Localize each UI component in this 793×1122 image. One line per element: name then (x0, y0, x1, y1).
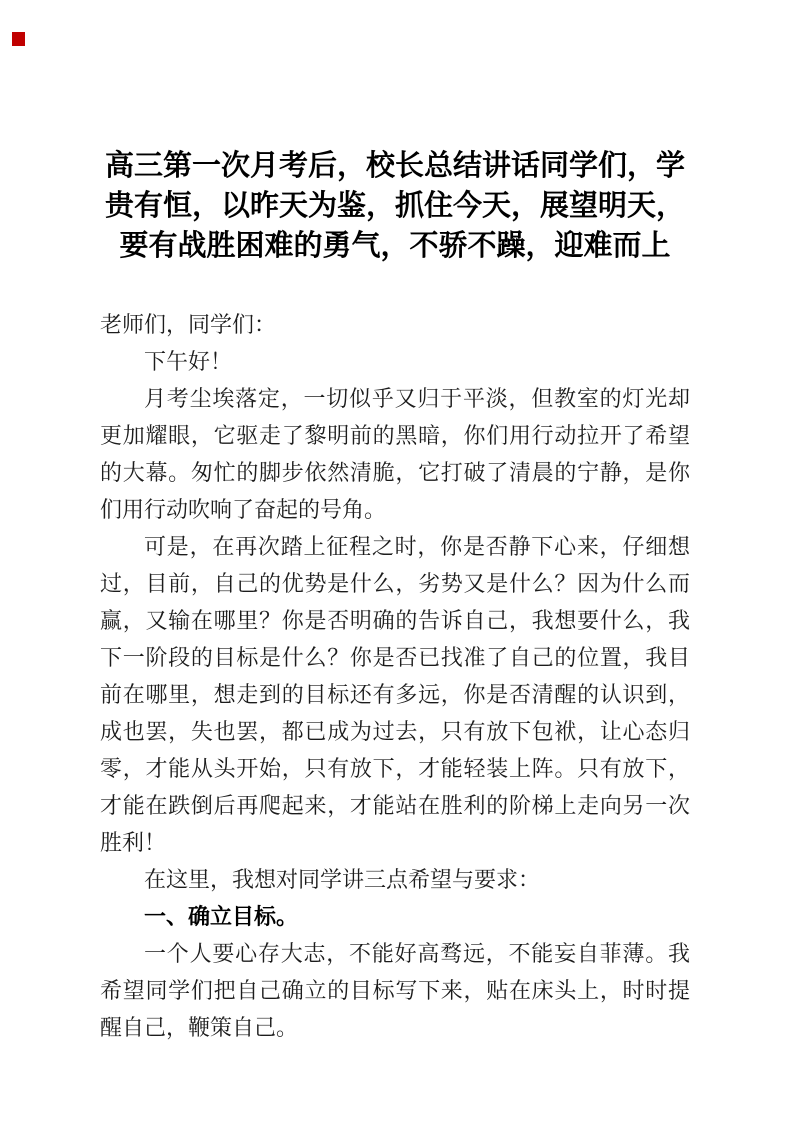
document-content (100, 0, 690, 1047)
document-title: 高三第一次月考后，校长总结讲话同学们，学贵有恒，以昨天为鉴，抓住今天，展望明天，要有战胜困难的勇气，不骄不躁，迎难而上 (104, 150, 685, 262)
document-body (100, 307, 690, 1047)
paragraph: 下午好！ (144, 350, 233, 375)
paragraph: 老师们，同学们： (100, 313, 277, 338)
paragraph: 在这里，我想对同学讲三点希望与要求： (144, 868, 541, 893)
paragraph: 可是，在再次踏上征程之时，你是否静下心来，仔细想过，目前，自己的优势是什么，劣势又是什么？因为什么而赢，又输在哪里？你是否明确的告诉自己，我想要什么，我下一阶段的目标是什么？你是否已找准了自己的位置，我目前在哪里，想走到的目标还有多远，你是否清醒的认识到，成也罢，失也罢，都已成为过去，只有放下包袱，让心态归零，才能从头开始，只有放下，才能轻装上阵。只有放下，才能在跌倒后再爬起来，才能站在胜利的阶梯上走向另一次胜利！ (100, 535, 690, 856)
paragraph: 月考尘埃落定，一切似乎又归于平淡，但教室的灯光却更加耀眼，它驱走了黎明前的黑暗，你们用行动拉开了希望的大幕。匆忙的脚步依然清脆，它打破了清晨的宁静，是你们用行动吹响了奋起的号角。 (100, 387, 690, 523)
section-heading: 一、确立目标。 (144, 904, 299, 930)
red-marker (12, 32, 25, 46)
paragraph: 一个人要心存大志，不能好高骛远，不能妄自菲薄。我希望同学们把自己确立的目标写下来，贴在床头上，时时提醒自己，鞭策自己。 (100, 942, 690, 1041)
